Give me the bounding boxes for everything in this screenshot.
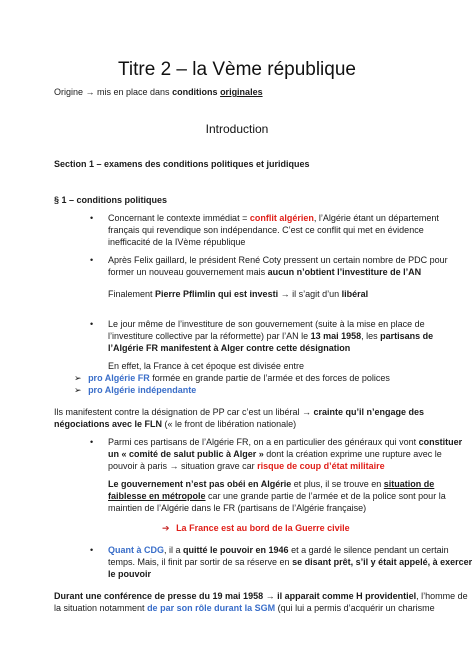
bold-text: 13 mai 1958	[310, 331, 362, 341]
bullet-3-line-3	[108, 342, 350, 354]
bold-text: libéral	[341, 289, 369, 299]
red-text: risque de coup d’état militaire	[257, 461, 385, 471]
arrow-right-icon: ➔	[162, 523, 170, 533]
red-text: La France est au bord de la Guerre civile	[176, 523, 350, 533]
bullet-icon: •	[90, 545, 94, 555]
durant-line-2	[54, 602, 435, 614]
text: , il a	[164, 545, 184, 555]
bold-text: il apparait comme H providentiel	[277, 591, 417, 601]
origine-middle: mis en place dans	[94, 87, 173, 97]
blue-text: pro Algérie FR	[88, 373, 150, 383]
arrow-right-icon: →	[278, 289, 293, 299]
finalement-line	[108, 288, 368, 300]
text: et plus, il se trouve en	[291, 479, 384, 489]
bullet-5-line-3	[108, 568, 151, 580]
guerre-civile-line	[162, 522, 350, 534]
blue-text: Quant à CDG	[108, 545, 165, 555]
bullet-1-line-1	[108, 212, 439, 224]
underlined-text: faiblesse en métropole	[108, 491, 206, 501]
bullet-icon: •	[90, 213, 94, 223]
bold-text: un « comité de salut public à Alger »	[108, 449, 264, 459]
arrow-bullet-icon: ➢	[74, 385, 82, 395]
arrow-item-1	[74, 372, 390, 384]
bold-text: Durant une conférence de presse du 19 mai 1958	[54, 591, 264, 601]
text: , l’homme de	[416, 591, 468, 601]
bullet-5-line-2	[108, 556, 472, 568]
text: l’investiture collective par la réformette) par l’AN le	[108, 331, 311, 341]
origine-line	[54, 86, 263, 98]
gouvernement-line-2	[108, 490, 446, 502]
text: (« le front de libération nationale)	[162, 419, 297, 429]
text: formée en grande partie de l’armée et des forces de polices	[149, 373, 390, 383]
bullet-icon: •	[90, 319, 94, 329]
bold-text: l’Algérie FR manifestent à Alger contre cette désignation	[108, 343, 351, 353]
arrow-right-icon: →	[85, 87, 95, 97]
section-1-text: Section 1 – examens des conditions politiques et juridiques	[54, 159, 310, 169]
text: temps. Mais, il finit par sortir de sa réserve en	[108, 557, 293, 567]
text: la situation notamment	[54, 603, 148, 613]
bold-text: constituer	[418, 437, 463, 447]
introduction-heading: Introduction	[205, 122, 269, 136]
arrow-item-2	[74, 384, 196, 396]
bullet-2-line-1: Après Felix gaillard, le président René Coty pressent un certain nombre de PDC pour	[108, 255, 448, 265]
bold-text: Le gouvernement n’est pas obéi en Algérie	[108, 479, 292, 489]
section-1-heading	[54, 158, 310, 170]
text: Parmi ces partisans de l’Algérie FR, on a en particulier des généraux qui vont	[108, 437, 419, 447]
blue-text: de par son rôle durant la SGM	[147, 603, 276, 613]
text: Concernant le contexte immédiat =	[108, 213, 250, 223]
bullet-5-line-1	[108, 544, 449, 556]
text: et a gardé le silence pendant un certain	[288, 545, 449, 555]
paragraph-1-heading	[54, 194, 167, 206]
arrow-bullet-icon: ➢	[74, 373, 82, 383]
ils-manifestent-line-2	[54, 418, 296, 430]
bullet-3-line-2	[108, 330, 433, 342]
en-effet-line: En effet, la France à cet époque est divisée entre	[108, 361, 304, 371]
bold-text: le pouvoir	[108, 569, 152, 579]
page-title: Titre 2 – la Vème république	[118, 59, 356, 80]
gouvernement-line-3: maintien de l’Algérie dans le FR (partisans de l’Algérie française)	[108, 503, 367, 513]
bold-text: aucun n’obtient l’investiture de l’AN	[267, 267, 422, 277]
bullet-icon: •	[90, 437, 94, 447]
origine-underlined: originales	[220, 87, 263, 97]
bullet-4-line-3	[108, 460, 385, 472]
text: situation grave car	[178, 461, 258, 471]
conflit-algerien-text: conflit algérien	[249, 213, 314, 223]
bold-text: se disant prêt, s’il y était appelé, à exercer	[292, 557, 473, 567]
bullet-1-line-3: inefficacité de la IVème république	[108, 237, 246, 247]
text: car une grande partie de l’armée et de la police sont pour la	[205, 491, 446, 501]
arrow-right-icon: →	[263, 591, 278, 601]
bullet-3-line-1: Le jour même de l’investiture de son gouvernement (suite à la mise en place de	[108, 319, 425, 329]
text: , l’Algérie étant un département	[313, 213, 439, 223]
ils-manifestent-line-1	[54, 406, 424, 418]
bold-text: Pierre Pflimlin qui est investi	[155, 289, 279, 299]
arrow-right-icon: →	[301, 407, 311, 417]
gouvernement-line-1	[108, 478, 434, 490]
arrow-right-icon: →	[169, 461, 179, 471]
text: Ils manifestent contre la désignation de PP car c’est un libéral	[54, 407, 302, 417]
text: il s’agit d’un	[292, 289, 342, 299]
bold-text: quitté le pouvoir en 1946	[183, 545, 289, 555]
blue-text: pro Algérie indépendante	[88, 385, 197, 395]
underlined-text: situation de	[383, 479, 435, 489]
origine-bold: conditions	[172, 87, 221, 97]
text: former un nouveau gouvernement mais	[108, 267, 268, 277]
bullet-2-line-2	[108, 266, 421, 278]
durant-line-1	[54, 590, 468, 602]
bold-text: partisans de	[380, 331, 434, 341]
text: Finalement	[108, 289, 156, 299]
bullet-4-line-1	[108, 436, 462, 448]
bold-text: négociations avec le FLN	[54, 419, 163, 429]
text: pouvoir à paris	[108, 461, 170, 471]
text: dont la création exprime une rupture avec le	[263, 449, 442, 459]
bullet-icon: •	[90, 255, 94, 265]
text: (qui lui a permis d’acquérir un charisme	[275, 603, 435, 613]
bold-text: crainte qu’il n’engage des	[310, 407, 425, 417]
text: , les	[361, 331, 381, 341]
origine-prefix: Origine	[54, 87, 86, 97]
bullet-4-line-2	[108, 448, 442, 460]
paragraph-1-text: § 1 – conditions politiques	[54, 195, 168, 205]
bullet-1-line-2: français qui revendique son indépendance. C’est ce conflit qui met en évidence	[108, 225, 424, 235]
